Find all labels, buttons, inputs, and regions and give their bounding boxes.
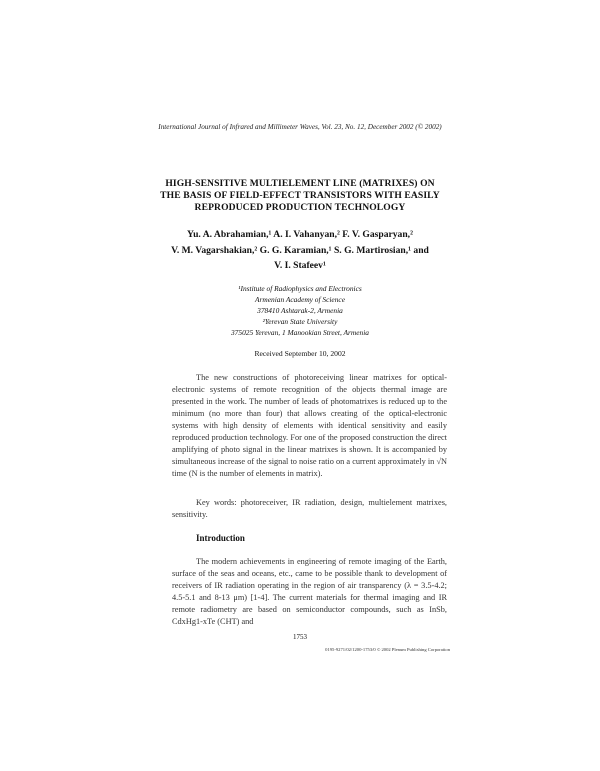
abstract (172, 372, 447, 480)
paper-title (150, 178, 450, 214)
affiliation-line: Armenian Academy of Science (255, 295, 345, 304)
author-list (140, 227, 460, 274)
introduction-body (172, 556, 447, 628)
author-line: Yu. A. Abrahamian,¹ A. I. Vahanyan,² F. V. Gasparyan,² (187, 229, 413, 240)
intro-paragraph: The modern achievements in engineering of remote imaging of the Earth, surface of the seas and oceans, etc., came to be possible thank to development of receivers of IR radiation operating in the region of air transparency (λ = 3.5-4.2; 4.5-5.1 and 8-13 μm) [1-4]. The current materials for thermal imaging and IR remote radiometry are based on semiconductor compounds, such as InSb, CdxHg1-xTe (CHT) and (172, 557, 447, 626)
title-line: REPRODUCED PRODUCTION TECHNOLOGY (194, 202, 406, 213)
journal-header: International Journal of Infrared and Millimeter Waves, Vol. 23, No. 12, December 2002 (© 2002) (158, 123, 442, 131)
affiliation-line: 378410 Ashtarak-2, Armenia (257, 306, 343, 315)
author-line: V. I. Stafeev¹ (274, 260, 326, 271)
copyright-footer: 0195-9271/02/1200-1753/0 © 2002 Plenum Publishing Corporation (325, 647, 450, 652)
affiliation-line: 375025 Yerevan, 1 Manookian Street, Armenia (230, 328, 369, 337)
page-number: 1753 (293, 633, 307, 641)
keywords-paragraph: Key words: photoreceiver, IR radiation, design, multielement matrixes, sensitivity. (172, 498, 447, 519)
title-line: HIGH-SENSITIVE MULTIELEMENT LINE (MATRIXES) ON (165, 178, 435, 189)
affiliations (180, 283, 420, 338)
keywords (172, 497, 447, 521)
abstract-paragraph: The new constructions of photoreceiving linear matrixes for optical-electronic systems of remote recognition of the objects thermal image are presented in the work. The number of leads of photomatrixes is reduced up to the minimum (no more than four) that allows creating of the optical-electronic systems with high density of elements with identical sensitivity and easily reproduced production technology. For one of the proposed construction the direct amplifying of photo signal in the linear matrixes is shown. It is accompanied by simultaneous increase of the signal to noise ratio on a current approximately in √N time (N is the number of elements in matrix). (172, 373, 447, 478)
affiliation-line: ²Yerevan State University (262, 317, 338, 326)
author-line: V. M. Vagarshakian,² G. G. Karamian,¹ S. G. Martirosian,¹ and (171, 244, 429, 256)
title-line: THE BASIS OF FIELD-EFFECT TRANSISTORS WITH EASILY (160, 190, 440, 201)
section-heading: Introduction (196, 533, 245, 543)
affiliation-line: ¹Institute of Radiophysics and Electronics (238, 284, 362, 293)
received-date: Received September 10, 2002 (254, 349, 346, 358)
